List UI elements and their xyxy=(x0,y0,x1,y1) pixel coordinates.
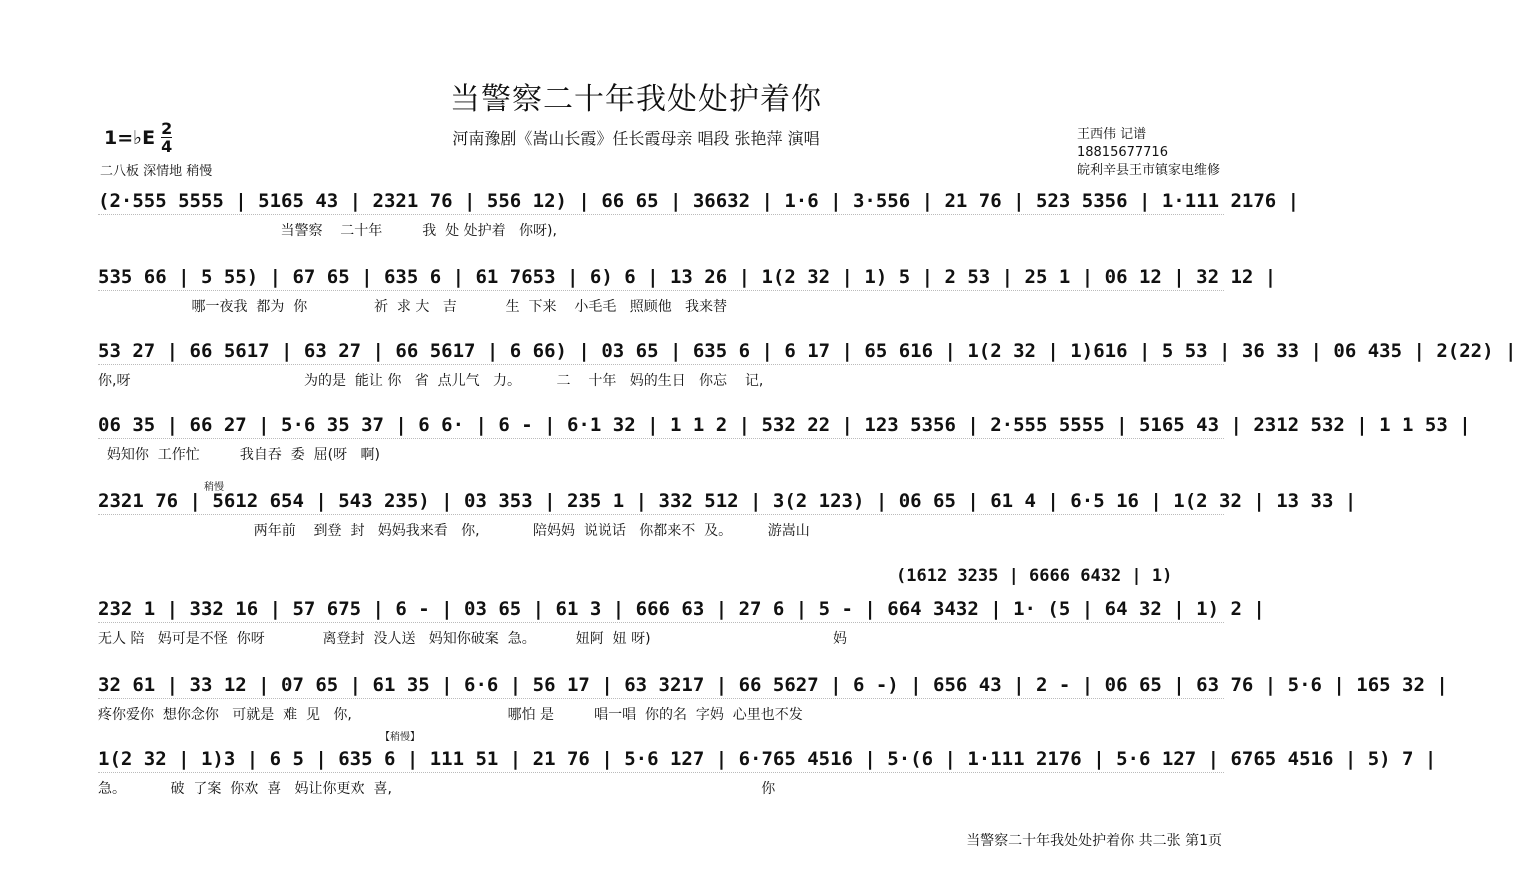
score-system-1 xyxy=(98,188,1300,241)
repair-shop: 皖利辛县王市镇家电维修 xyxy=(1076,163,1220,178)
time-top: 2 xyxy=(161,119,173,138)
lyrics-line: 你,呀 为的是 能让 你 省 点儿气 力。 二 十年 妈的生日 你忘 记, xyxy=(98,373,764,389)
subtitle: 河南豫剧《嵩山长霞》任长霞母亲 唱段 张艳萍 演唱 xyxy=(452,129,820,148)
score-system-8 xyxy=(98,746,1437,799)
key-label: 1=♭E xyxy=(104,126,156,149)
page-title: 当警察二十年我处处护着你 xyxy=(450,82,822,117)
notes-line: 535 66 | 5 55) | 67 65 | 635 6 | 61 7653 | 6) 6 | 13 26 | 1(2 32 | 1) 5 | 2 53 | 25 1 | 06 12 | 32 12 | xyxy=(98,264,1224,291)
score-system-7 xyxy=(98,672,1448,725)
page-footer: 当警察二十年我处处护着你 共二张 第1页 xyxy=(966,833,1222,849)
credits xyxy=(1077,126,1220,180)
lyrics-line: 两年前 到登 封 妈妈我来看 你, 陪妈妈 说说话 你都来不 及。 游嵩山 xyxy=(98,523,810,539)
notes-line: 06 35 | 66 27 | 5·6 35 37 | 6 6· | 6 - | 6·1 32 | 1 1 2 | 532 22 | 123 5356 | 2·555 5555 | 5165 43 | 2312 532 | 1 1 53 | xyxy=(98,412,1224,439)
transcriber: 王西伟 记谱 xyxy=(1076,127,1147,142)
lyrics-line: 无人 陪 妈可是不怪 你呀 离登封 没人送 妈知你破案 急。 妞阿 妞 呀) 妈 xyxy=(98,631,848,647)
score-system-4 xyxy=(98,412,1471,465)
lyrics-line: 哪一夜我 都为 你 祈 求 大 吉 生 下来 小毛毛 照顾他 我来替 xyxy=(98,299,728,315)
notes-line: (2·555 5555 | 5165 43 | 2321 76 | 556 12) | 66 65 | 36632 | 1·6 | 3·556 | 21 76 | 523 5356 | 1·111 2176 | xyxy=(98,188,1224,215)
notes-line: 53 27 | 66 5617 | 63 27 | 66 5617 | 6 66) | 03 65 | 635 6 | 6 17 | 65 616 | 1(2 32 | 1)616 | 5 53 | 36 33 | 06 435 | 2(22) | xyxy=(98,338,1224,365)
notes-line: 2321 76 | 5612 654 | 543 235) | 03 353 | 235 1 | 332 512 | 3(2 123) | 06 65 | 61 4 | 6·5 16 | 1(2 32 | 13 33 | xyxy=(98,488,1224,515)
prelude-line: (1612 3235 | 6666 6432 | 1) xyxy=(896,566,1173,586)
notes-line: 32 61 | 33 12 | 07 65 | 61 35 | 6·6 | 56 17 | 63 3217 | 66 5627 | 6 -) | 656 43 | 2 - | 06 65 | 63 76 | 5·6 | 165 32 | xyxy=(98,672,1224,699)
tempo-marking: 二八板 深情地 稍慢 xyxy=(100,164,213,179)
score-system-6 xyxy=(98,596,1265,649)
time-bottom: 4 xyxy=(161,137,173,156)
notes-line: 1(2 32 | 1)3 | 6 5 | 635 6 | 111 51 | 21 76 | 5·6 127 | 6·765 4516 | 5·(6 | 1·111 2176 | 5·6 127 | 6765 4516 | 5) 7 | xyxy=(98,746,1224,773)
key-signature xyxy=(104,120,172,155)
score-system-5 xyxy=(98,488,1357,541)
notes-line: 232 1 | 332 16 | 57 675 | 6 - | 03 65 | 61 3 | 666 63 | 27 6 | 5 - | 664 3432 | 1· (5 | 64 32 | 1) 2 | xyxy=(98,596,1224,623)
tempo-slow: 【稍慢】 xyxy=(380,732,420,743)
tempo-slower: 稍慢 xyxy=(204,482,224,493)
lyrics-line: 疼你爱你 想你念你 可就是 难 见 你, 哪怕 是 唱一唱 你的名 字妈 心里也不发 xyxy=(98,707,803,723)
lyrics-line: 急。 破 了案 你欢 喜 妈让你更欢 喜, 你 xyxy=(98,781,776,797)
score-system-3 xyxy=(98,338,1516,391)
lyrics-line: 妈知你 工作忙 我自吞 委 屈(呀 啊) xyxy=(98,447,380,463)
time-signature xyxy=(161,120,172,155)
score-system-2 xyxy=(98,264,1277,317)
phone: 18815677716 xyxy=(1076,145,1168,160)
lyrics-line: 当警察 二十年 我 处 处护着 你呀), xyxy=(98,223,557,239)
